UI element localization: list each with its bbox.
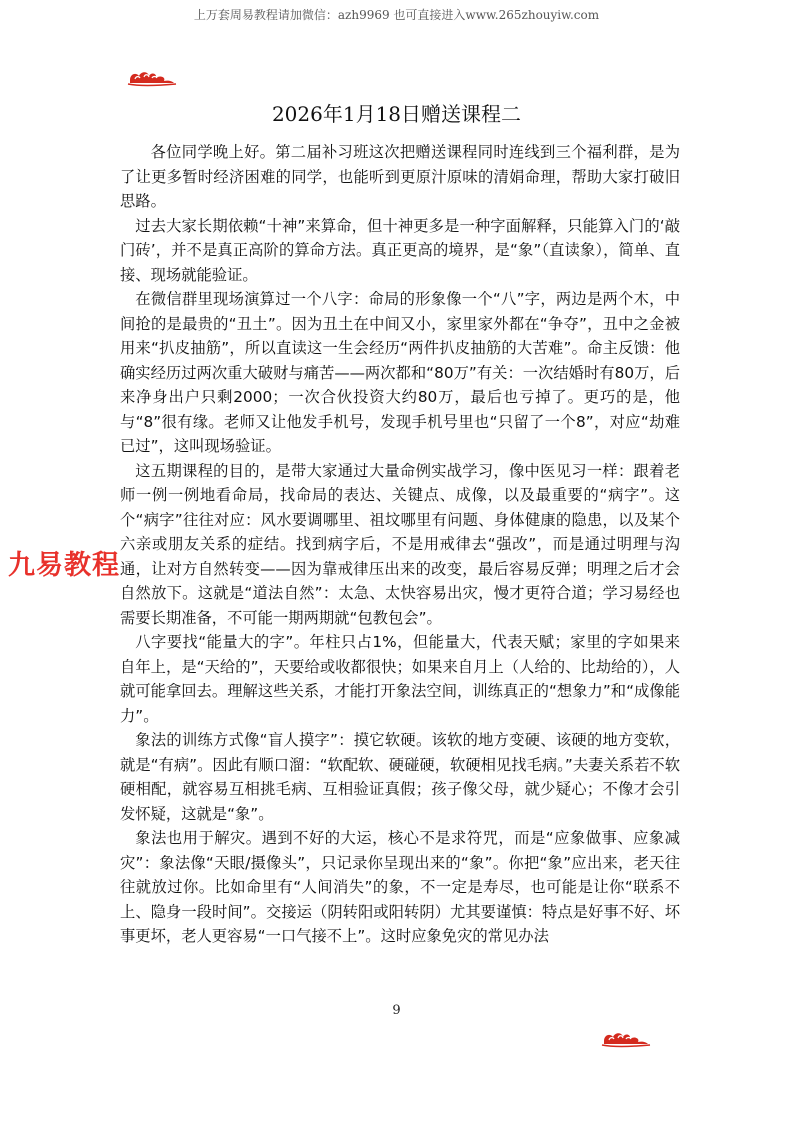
red-cloud-ornament-icon: [126, 66, 178, 88]
document-title: 2026年1月18日赠送课程二: [271, 102, 522, 126]
document-body: [120, 140, 680, 949]
paragraph-5: 八字要找“能量大的字”。年柱只占1%，但能量大，代表天赋；家里的字如果来自年上，是“天给的”，天要给或收都很快；如果来自月上（人给的、比劫给的），人就可能拿回去。理解这些关系，才能打开象法空间，训练真正的“想象力”和“成像能力”。: [120, 633, 680, 725]
paragraph-3: 在微信群里现场演算过一个八字：命局的形象像一个“八”字，两边是两个木，中间抢的是最贵的“丑土”。因为丑土在中间又小，家里家外都在“争夺”，丑中之金被用来“扒皮抽筋”，所以直读这一生会经历“两件扒皮抽筋的大苦难”。命主反馈：他确实经历过两次重大破财与痛苦——两次都和“80万”有关：一次结婚时有80万，后来净身出户只剩2000；一次合伙投资大约80万，最后也亏掉了。更巧的是，他与“8”很有缘。老师又让他发手机号，发现手机号里也“只留了一个8”，对应“劫难已过”，这叫现场验证。: [120, 290, 680, 455]
paragraph-7: 象法也用于解灾。遇到不好的大运，核心不是求符咒，而是“应象做事、应象减灾”：象法像“天眼/摄像头”，只记录你呈现出来的“象”。你把“象”应出来，老天往往就放过你。比如命里有“人间消失”的象，不一定是寿尽，也可能是让你“联系不上、隐身一段时间”。交接运（阴转阳或阳转阴）尤其要谨慎：特点是好事不好、坏事更坏，老人更容易“一口气接不上”。这时应象免灾的常见办法: [120, 829, 680, 945]
paragraph-2: 过去大家长期依赖“十神”来算命，但十神更多是一种字面解释，只能算入门的‘敲门砖’，并不是真正高阶的算命方法。真正更高的境界，是“象”（直读象），简单、直接、现场就能验证。: [120, 216, 680, 284]
paragraph-1: 各位同学晚上好。第二届补习班这次把赠送课程同时连线到三个福利群，是为了让更多暂时经济困难的同学，也能听到更原汁原味的清娟命理，帮助大家打破旧思路。: [120, 143, 680, 210]
watermark-logo: 九易教程: [8, 550, 120, 581]
paragraph-6: 象法的训练方式像“盲人摸字”：摸它软硬。该软的地方变硬、该硬的地方变软，就是“有病”。因此有顺口溜：“软配软、硬碰硬，软硬相见找毛病。”夫妻关系若不软硬相配，就容易互相挑毛病、互相验证真假；孩子像父母，就少疑心；不像才会引发怀疑，这就是“象”。: [120, 731, 680, 823]
red-cloud-ornament-icon: [600, 1027, 652, 1049]
paragraph-4: 这五期课程的目的，是带大家通过大量命例实战学习，像中医见习一样：跟着老师一例一例地看命局，找命局的表达、关键点、成像，以及最重要的“病字”。这个“病字”往往对应：风水要调哪里、祖坟哪里有问题、身体健康的隐患，以及某个六亲或朋友关系的症结。找到病字后，不是用戒律去“强改”，而是通过明理与沟通，让对方自然转变——因为靠戒律压出来的改变，最后容易反弹；明理之后才会自然放下。这就是“道法自然”：太急、太快容易出灾，慢才更符合道；学习易经也需要长期准备，不可能一期两期就“包教包会”。: [120, 461, 680, 627]
page-number: 9: [392, 1003, 401, 1018]
header-banner: 上万套周易教程请加微信：azh9969 也可直接进入www.265zhouyiw.com: [193, 8, 600, 22]
